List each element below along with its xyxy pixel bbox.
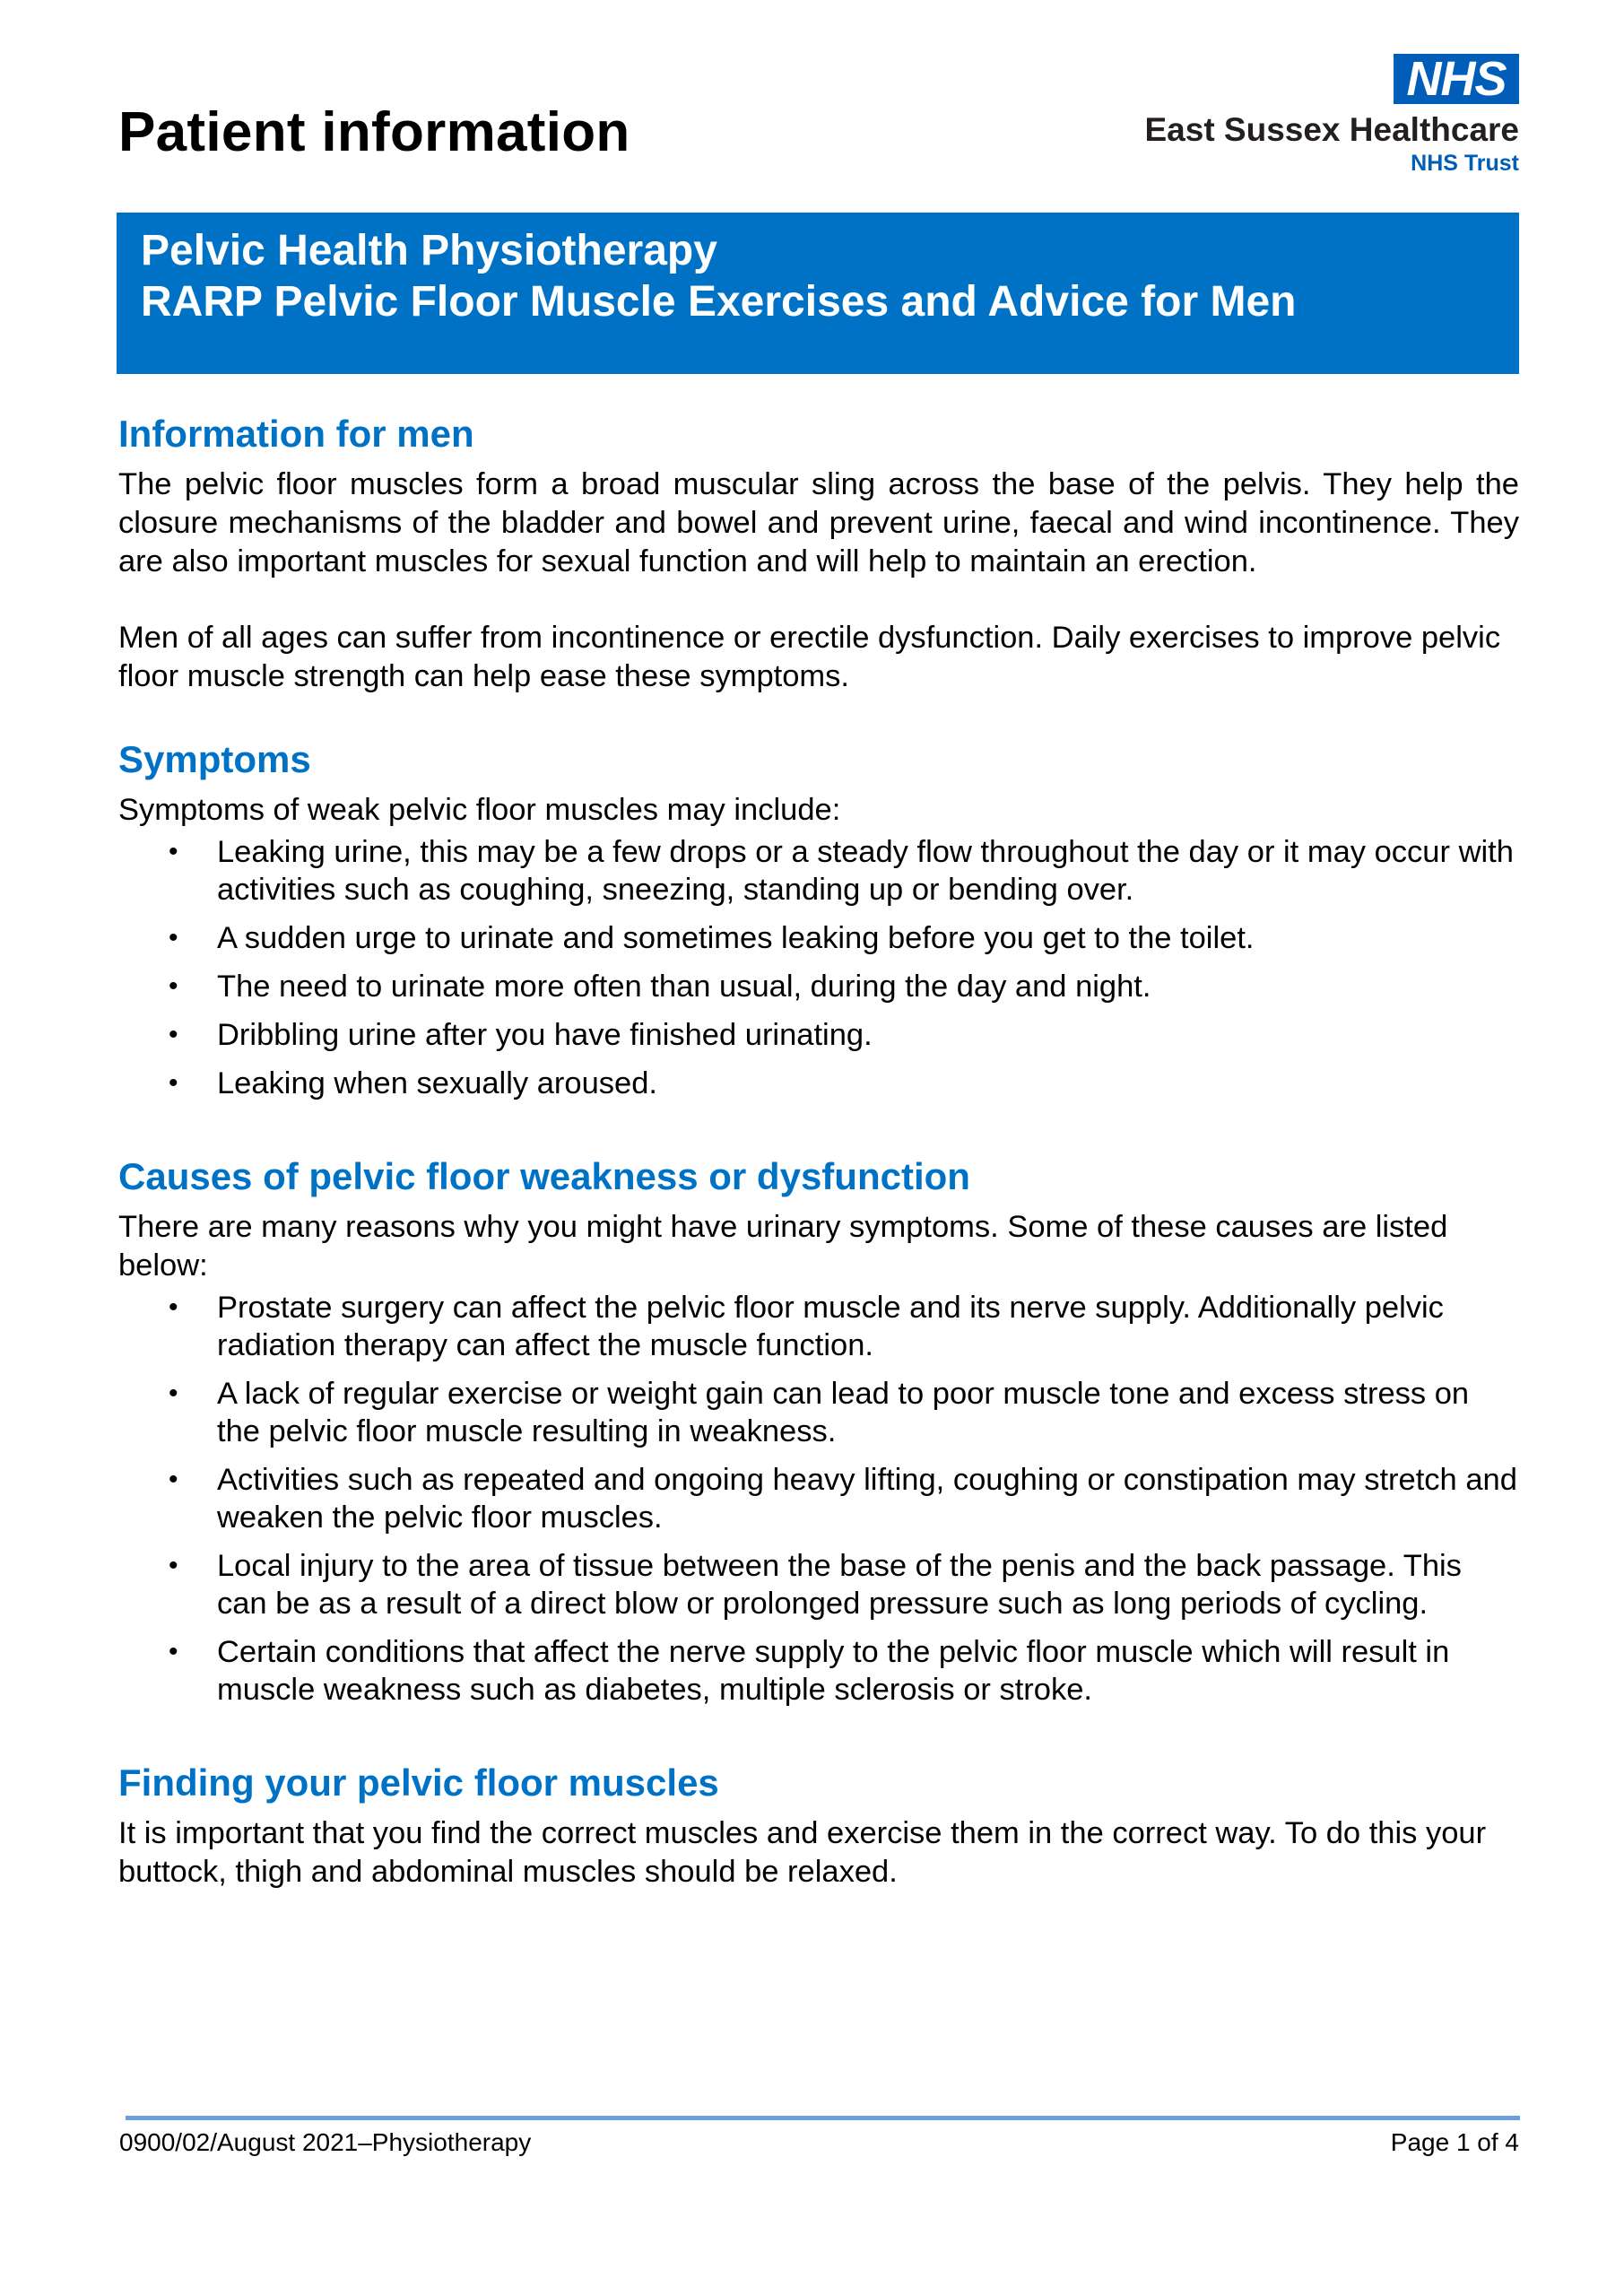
list-item	[118, 968, 1519, 1005]
bullet-icon: •	[169, 1068, 178, 1098]
section-symptoms	[118, 734, 1519, 1102]
bullet-icon: •	[169, 1637, 178, 1666]
list-item-text: Local injury to the area of tissue between the base of the penis and the back passage. This can be as a result of a direct blow or prolonged pressure such as long periods of cycling.	[217, 1549, 1462, 1621]
list-item-text: Dribbling urine after you have finished urinating.	[217, 1018, 873, 1052]
symptoms-list	[118, 833, 1519, 1102]
paragraph: Symptoms of weak pelvic floor muscles may include:	[118, 793, 841, 827]
section-causes	[118, 1151, 1519, 1709]
section-heading: Causes of pelvic floor weakness or dysfunction	[118, 1155, 970, 1197]
document-body	[118, 408, 1519, 1892]
list-item	[118, 1375, 1519, 1450]
list-item	[118, 1633, 1519, 1709]
list-item-text: The need to urinate more often than usual, during the day and night.	[217, 970, 1151, 1004]
list-item-text: Leaking when sexually aroused.	[217, 1066, 657, 1100]
bullet-icon: •	[169, 1020, 178, 1049]
causes-list	[118, 1289, 1519, 1709]
nhs-trust-logo	[1125, 54, 1519, 179]
list-item	[118, 833, 1519, 909]
section-heading: Finding your pelvic floor muscles	[118, 1761, 719, 1804]
bullet-icon: •	[169, 837, 178, 866]
nhs-logo-mark: NHS	[1394, 54, 1519, 104]
list-item-text: Prostate surgery can affect the pelvic floor muscle and its nerve supply. Additionally pelvic radiation therapy can affect the muscle function.	[217, 1291, 1444, 1362]
paragraph: Men of all ages can suffer from incontinence or erectile dysfunction. Daily exercises to improve pelvic floor muscle strength can help ease these symptoms.	[118, 621, 1501, 693]
list-item	[118, 1289, 1519, 1364]
list-item	[118, 1461, 1519, 1536]
list-item	[118, 1016, 1519, 1054]
bullet-icon: •	[169, 1378, 178, 1408]
page-title: Patient information	[118, 101, 630, 163]
banner-leaflet-title: RARP Pelvic Floor Muscle Exercises and Advice for Men	[141, 278, 1297, 326]
paragraph: It is important that you find the correct muscles and exercise them in the correct way. To do this your buttock, thigh and abdominal muscles should be relaxed.	[118, 1816, 1487, 1889]
bullet-icon: •	[169, 923, 178, 952]
list-item-text: A sudden urge to urinate and sometimes leaking before you get to the toilet.	[217, 921, 1255, 955]
page-number: Page 1 of 4	[1390, 2128, 1519, 2156]
bullet-icon: •	[169, 1465, 178, 1494]
footer-reference: 0900/02/August 2021–Physiotherapy	[119, 2128, 532, 2156]
list-item-text: Activities such as repeated and ongoing heavy lifting, coughing or constipation may stretch and weaken the pelvic floor muscles.	[217, 1463, 1517, 1535]
title-banner	[117, 213, 1519, 374]
paragraph: There are many reasons why you might have urinary symptoms. Some of these causes are listed below:	[118, 1210, 1448, 1283]
list-item	[118, 1065, 1519, 1102]
list-item	[118, 1547, 1519, 1622]
section-heading: Symptoms	[118, 738, 311, 780]
list-item	[118, 919, 1519, 957]
trust-name: East Sussex Healthcare	[1144, 111, 1519, 148]
footer-rule	[126, 2116, 1520, 2120]
banner-department: Pelvic Health Physiotherapy	[141, 227, 717, 274]
section-finding-muscles	[118, 1757, 1519, 1892]
section-information-for-men	[118, 408, 1519, 696]
paragraph: The pelvic floor muscles form a broad muscular sling across the base of the pelvis. They help the closure mechanisms of the bladder and bowel and prevent urine, faecal and wind incontinence. They are also important muscles for sexual function and will help to maintain an erection.	[118, 467, 1519, 578]
bullet-icon: •	[169, 1292, 178, 1322]
section-heading: Information for men	[118, 413, 474, 455]
list-item-text: A lack of regular exercise or weight gain can lead to poor muscle tone and excess stress on the pelvic floor muscle resulting in weakness.	[217, 1377, 1470, 1448]
trust-subtitle: NHS Trust	[1411, 151, 1519, 176]
bullet-icon: •	[169, 1551, 178, 1580]
bullet-icon: •	[169, 971, 178, 1001]
list-item-text: Leaking urine, this may be a few drops or a steady flow throughout the day or it may occur with activities such as coughing, sneezing, standing up or bending over.	[217, 835, 1514, 907]
list-item-text: Certain conditions that affect the nerve supply to the pelvic floor muscle which will result in muscle weakness such as diabetes, multiple sclerosis or stroke.	[217, 1635, 1450, 1707]
